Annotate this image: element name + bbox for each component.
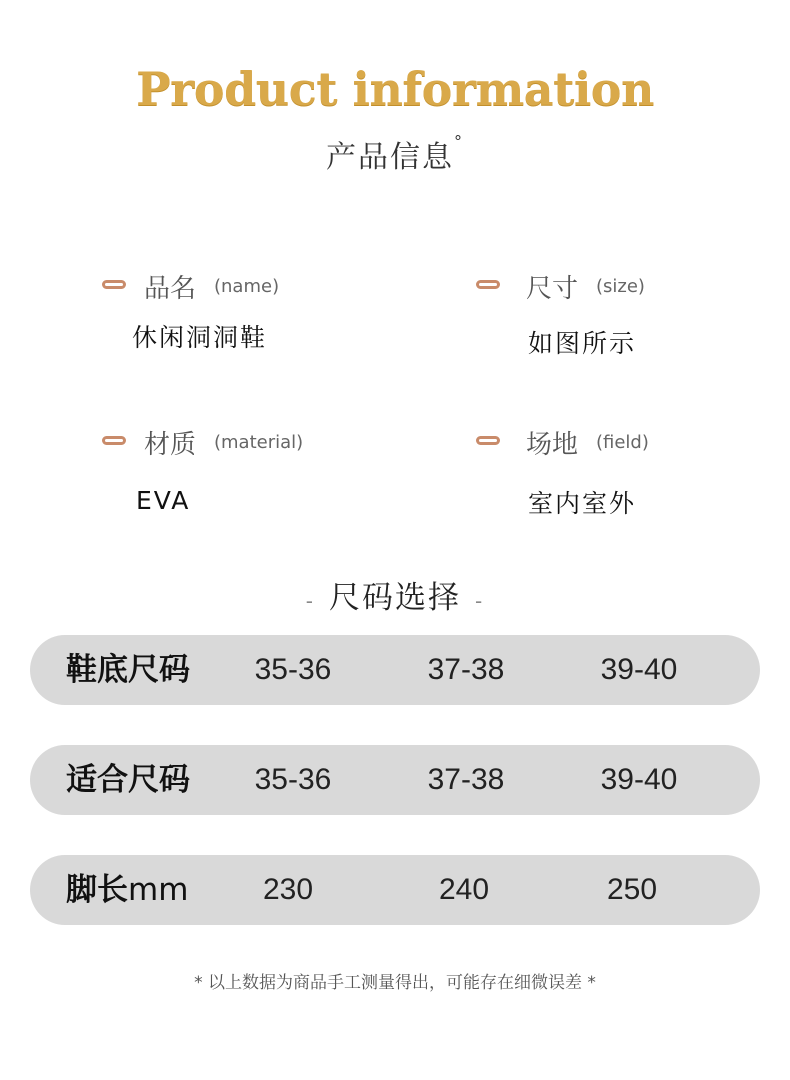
info-item-size (476, 268, 790, 358)
row-label-text: 脚长 (66, 872, 128, 908)
row-label: 适合尺码 (66, 762, 190, 798)
info-value: 室内室外 (528, 489, 637, 518)
size-cell: 230 (262, 873, 314, 906)
info-sub: (material) (214, 432, 304, 453)
row-label: 鞋底尺码 (66, 652, 190, 688)
info-value: 休闲洞洞鞋 (132, 323, 268, 352)
size-cell: 240 (438, 873, 490, 906)
size-cell: 250 (606, 873, 658, 906)
pill-icon (102, 280, 126, 289)
row-label-unit: mm (128, 872, 189, 908)
size-cell: 35-36 (254, 763, 332, 796)
pill-icon (476, 436, 500, 445)
info-sub: (size) (596, 276, 645, 297)
info-sub: (field) (596, 432, 649, 453)
info-value: 如图所示 (528, 329, 637, 358)
info-value: EVA (136, 486, 191, 515)
info-label: 材质 (144, 430, 197, 460)
footnote: * 以上数据为商品手工测量得出，可能存在细微误差 * (194, 973, 596, 993)
row-label (66, 855, 188, 925)
info-item-material (102, 424, 422, 515)
pill-icon (102, 436, 126, 445)
size-heading (0, 572, 790, 617)
size-cell: 39-40 (600, 653, 678, 686)
heading-dash: - (305, 589, 315, 613)
info-item-name (102, 268, 422, 352)
title-cn-text: 产品信息 (326, 140, 454, 175)
size-cell: 37-38 (427, 763, 505, 796)
title-cn (0, 132, 790, 176)
size-cell: 37-38 (427, 653, 505, 686)
size-cell: 35-36 (254, 653, 332, 686)
degree-mark: ° (454, 132, 464, 151)
title-en: Product information (136, 62, 654, 116)
pill-icon (476, 280, 500, 289)
info-label: 品名 (144, 274, 197, 304)
size-row-sole (30, 635, 760, 705)
size-row-fit (30, 745, 760, 815)
info-label: 尺寸 (526, 274, 579, 304)
size-row-foot-length (30, 855, 760, 925)
heading-dash: - (475, 589, 485, 613)
size-heading-text: 尺码选择 (329, 580, 461, 616)
info-sub: (name) (214, 276, 280, 297)
info-label: 场地 (526, 430, 579, 460)
size-cell: 39-40 (600, 763, 678, 796)
info-item-field (476, 424, 790, 518)
